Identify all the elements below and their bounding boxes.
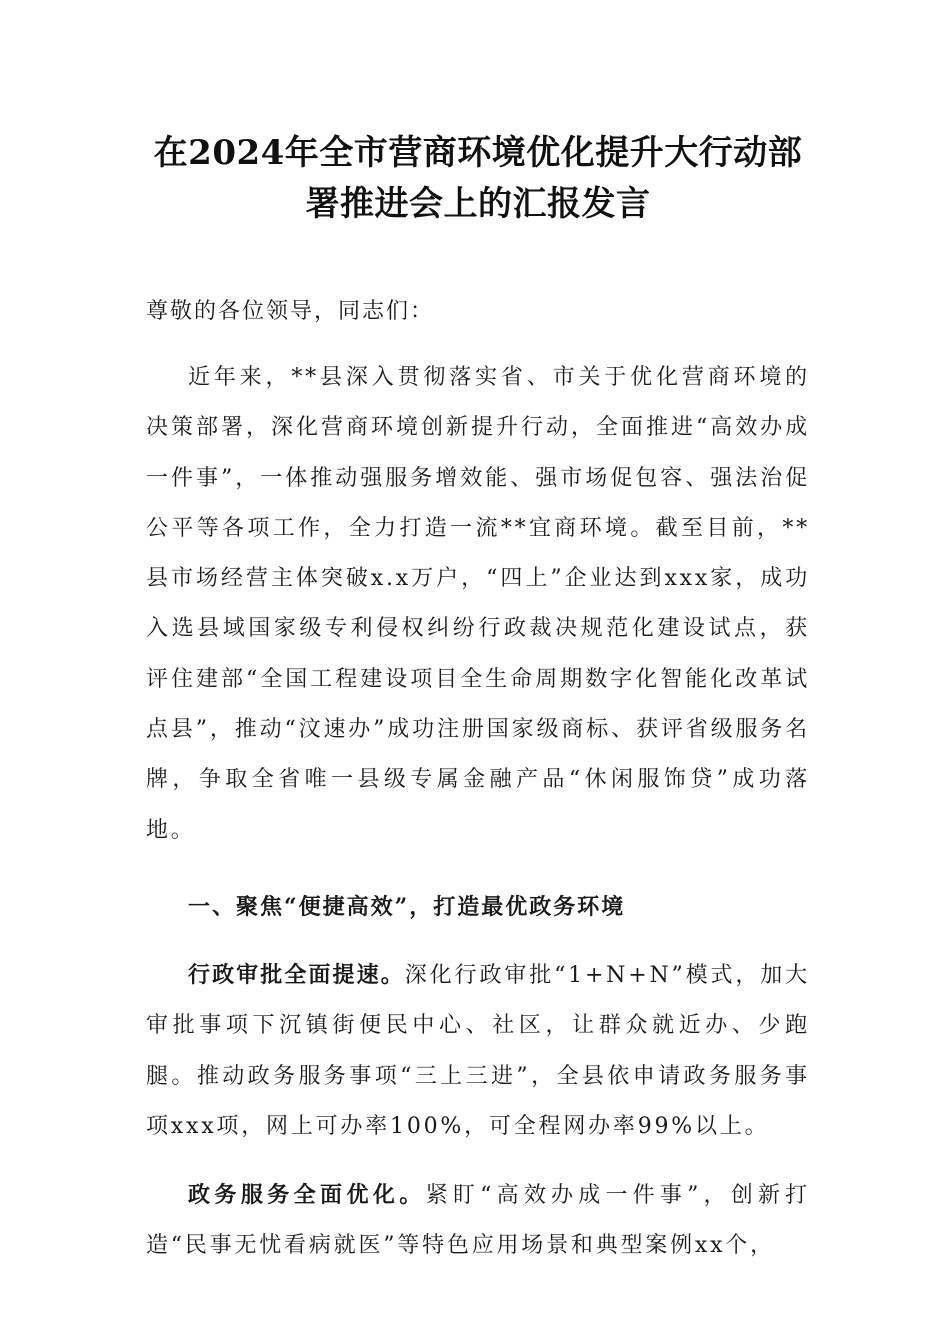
intro-paragraph: 近年来，**县深入贯彻落实省、市关于优化营商环境的决策部署，深化营商环境创新提升行动，全面推进“高效办成一件事”，一体推动强服务增效能、强市场促包容、强法治促公平等各项工作，全力打造一流**宜商环境。截至目前，**县市场经营主体突破x.x万户，“四上”企业达到xxx家，成功入选县域国家级专利侵权纠纷行政裁决规范化建设试点，获评住建部“全国工程建设项目全生命周期数字化智能化改革试点县”，推动“汶速办”成功注册国家级商标、获评省级服务名牌，争取全省唯一县级专属金融产品“休闲服饰贷”成功落地。 [146, 365, 810, 843]
document-title [146, 128, 810, 230]
item-body-text: 深化行政审批“1+N+N”模式，加大审批事项下沉镇街便民中心、社区，让群众就近办、少跑腿。推动政务服务事项“三上三进”，全县依申请政务服务事项xxx项，网上可办率100%，可全程网办率99%以上。 [146, 962, 810, 1139]
item-lead-text: 行政审批全面提速。 [188, 961, 405, 988]
document-page [146, 128, 810, 1272]
title-line-1: 在2024年全市营商环境优化提升大行动部 [153, 133, 803, 173]
item-body-text: 紧盯“高效办成一件事”，创新打造“民事无忧看病就医”等特色应用场景和典型案例xx个， [146, 1183, 810, 1259]
section-item-approval [146, 950, 810, 1152]
section-item-service [146, 1170, 810, 1272]
salutation: 尊敬的各位领导，同志们： [146, 299, 435, 324]
item-lead-text: 政务服务全面优化。 [188, 1182, 426, 1209]
title-line-2: 署推进会上的汇报发言 [305, 184, 651, 224]
section-heading: 一、聚焦“便捷高效”，打造最优政务环境 [188, 893, 626, 920]
